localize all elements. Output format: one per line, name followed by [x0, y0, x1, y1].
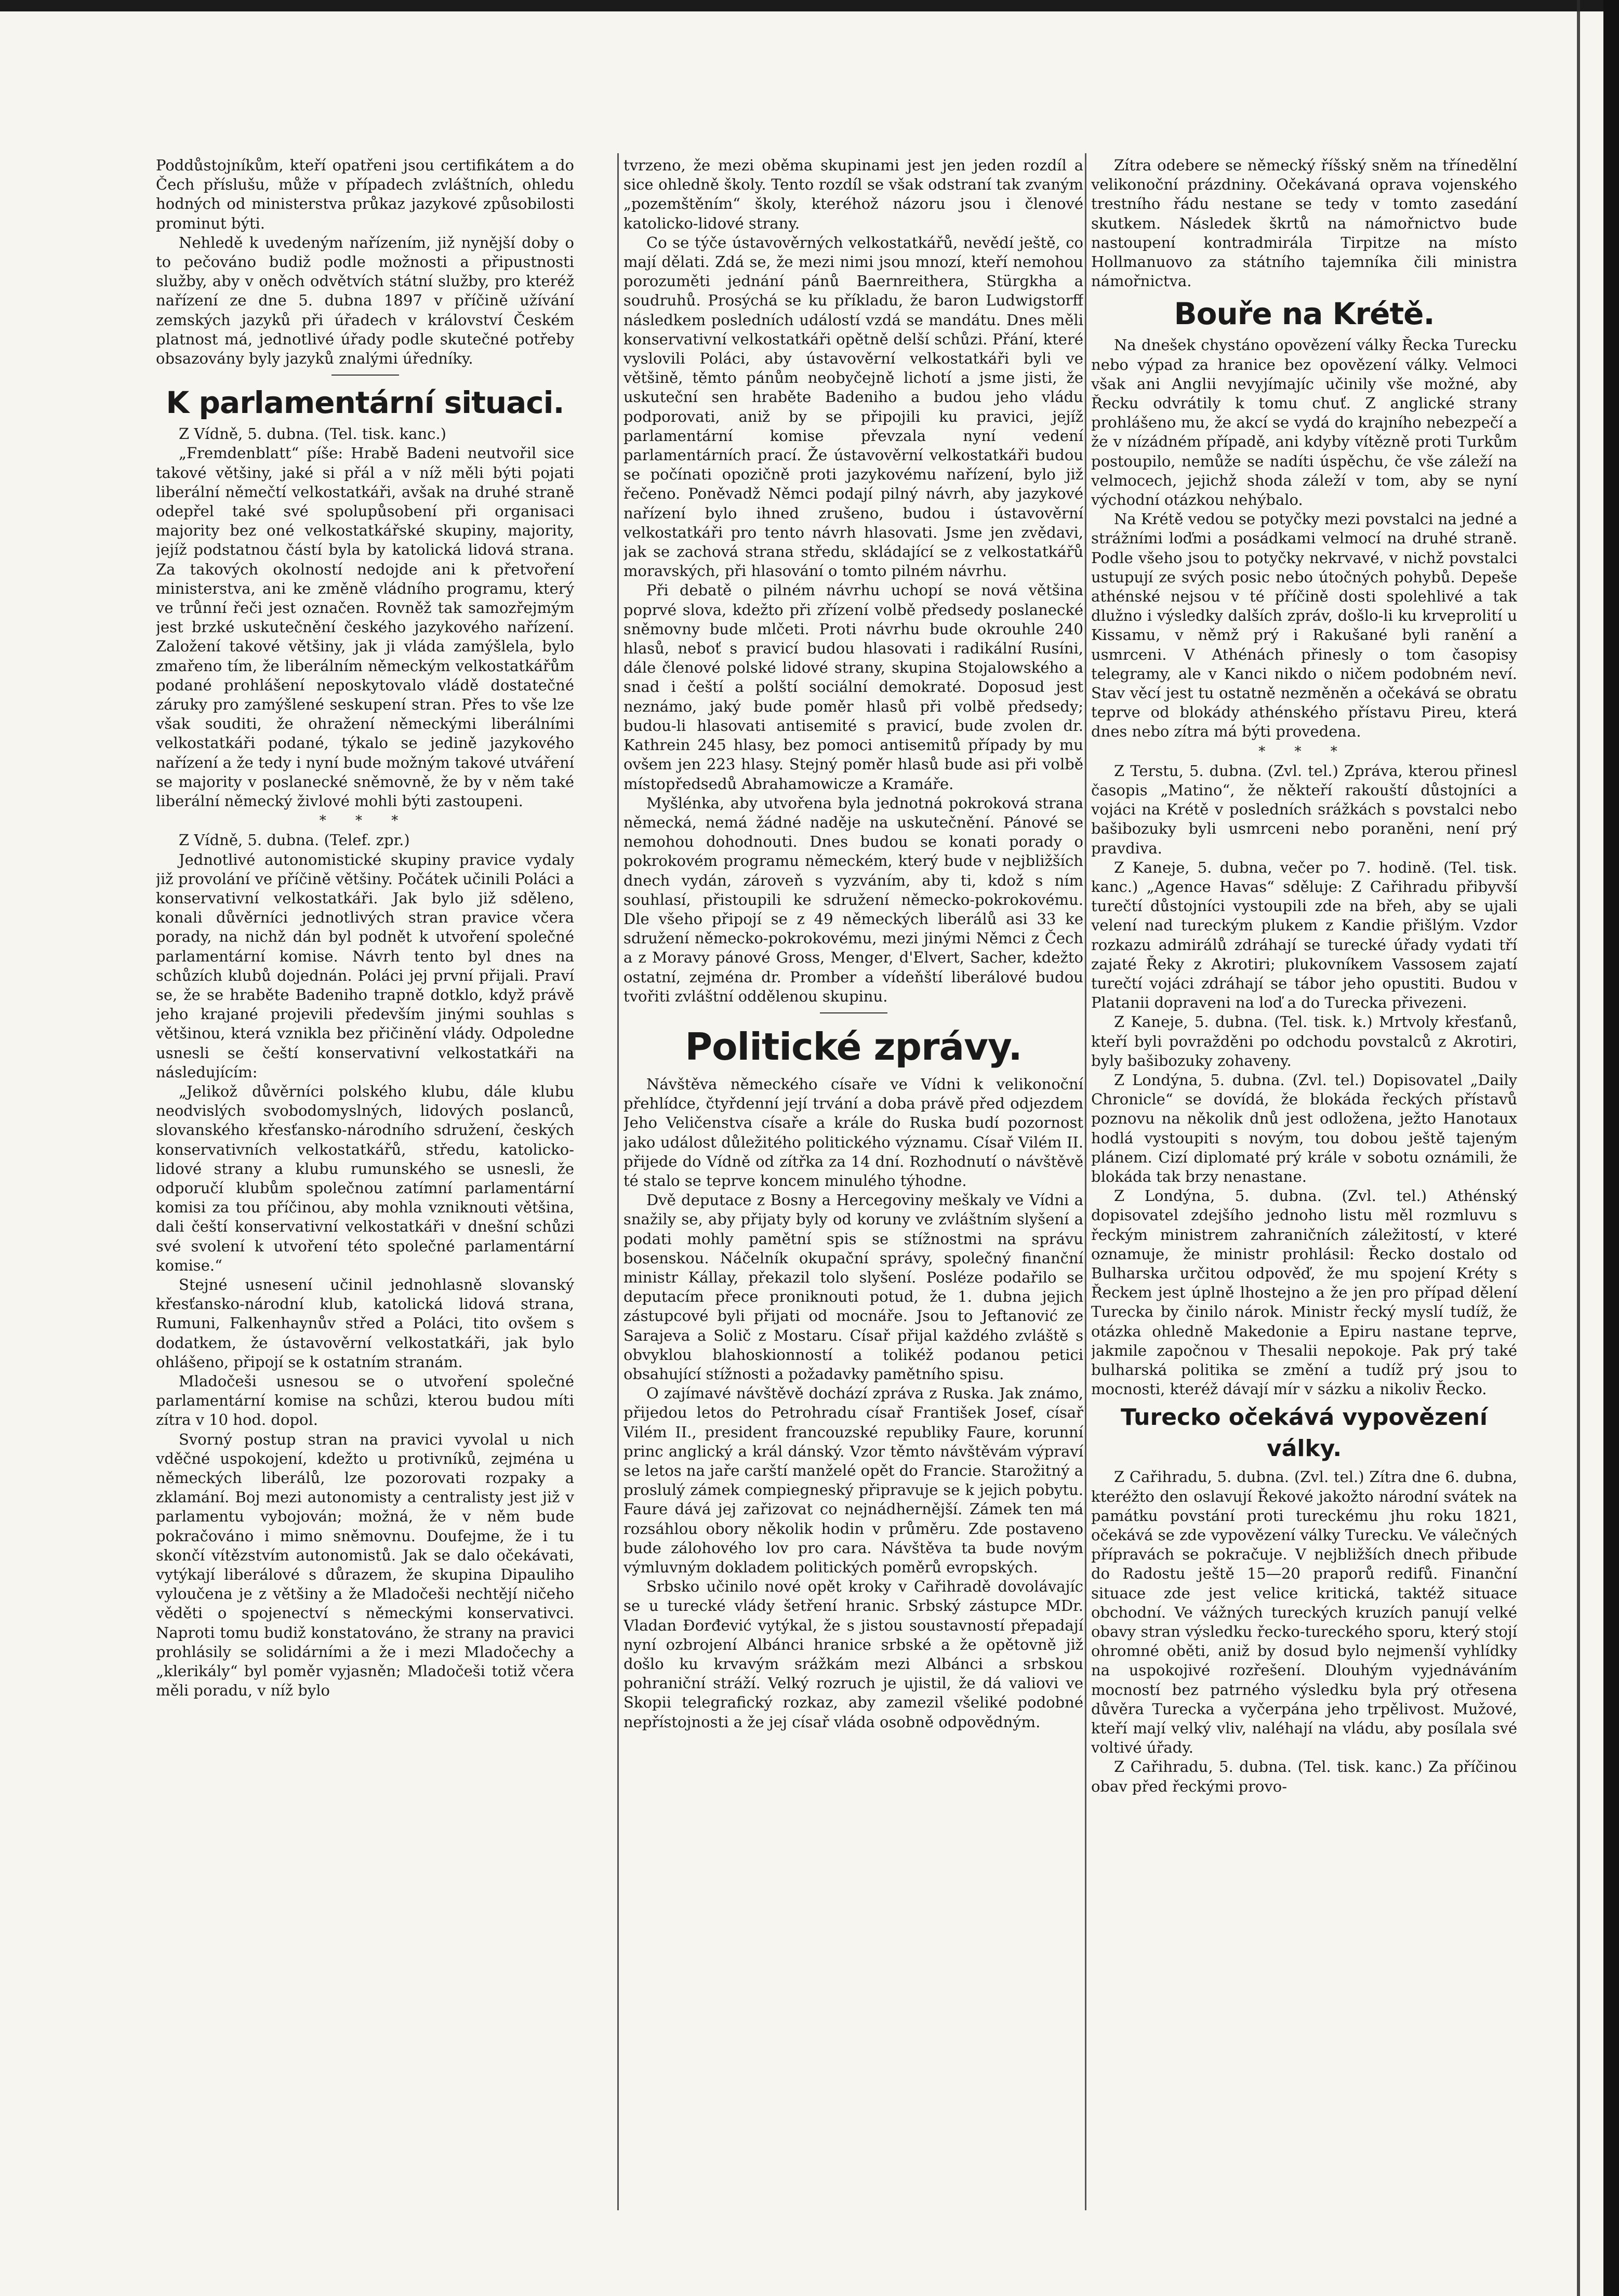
article-paragraph: Poddůstojníkům, kteří opatřeni jsou certifikátem a do Čech příslušu, může v případech zvláštních, ohledu hodných od ministerstva průkaz jazykové způsobilosti prominut býti. [156, 156, 574, 232]
article-paragraph: Při debatě o pilném návrhu uchopí se nová většina poprvé slova, kdežto při zřízení volbě předsedy poslanecké sněmovny bude mlčeti. Proti návrhu bude okrouhle 240 hlasů, neboť s pravicí budou hlasovati i radikální Rusíni, dále členové polské lidové strany, skupina Stojalowského a snad i čeští a polští sociální demokraté. Doposud jest neznámo, jaký bude poměr hlasů při volbě předsedy; budou-li hlasovati antisemité s pravicí, bude zvolen dr. Kathrein 245 hlasy, bez pomoci antisemitů případy by mu ovšem jen 223 hlasy. Stejný poměr hlasů bude asi při volbě místopředsedů Abrahamowicze a Kramáře. [623, 581, 1083, 793]
section-heading-parliament: K parlamentární situaci. [166, 385, 564, 421]
article-paragraph: „Jelikož důvěrníci polského klubu, dále klubu neodvislých svobodomyslných, lidových poslanců, slovanského křesťansko-národního sdružení, českých konservativních velkostatkářů, středu, katolicko-lidové strany a klubu rumunského se usnesli, že odporučí klubům společnou zatímní parlamentární komisi za tou příčinou, aby mohla vzniknouti většina, dali čeští konservativní velkostatkáři v dnešní schůzi své svolení k utvoření této společné parlamentární komise.“ [156, 1082, 574, 1274]
article-paragraph: Svorný postup stran na pravici vyvolal u nich vděčné uspokojení, kdežto u protivníků, zejména u německých liberálů, lze pozorovati rozpaky a zklamání. Boj mezi autonomisty a centralisty jest již v parlamentu vybojován; možná, že v něm bude pokračováno i mimo sněmovnu. Doufejme, že i tu skončí vítězstvím autonomistů. Jak se dalo očekávati, vytýkají liberálové s důrazem, že skupina Dipauliho vyloučena je z většiny a že Mladočeši nechtějí ničeho věděti o spojenectví s německými konservativci. Naproti tomu budiž konstatováno, že strany na pravici prohlásily se solidárními a že i mezi Mladočechy a „klerikály“ byl poměr vyjasněn; Mladočeši totiž včera měli poradu, v níž bylo [156, 1430, 574, 1700]
article-paragraph: Z Terstu, 5. dubna. (Zvl. tel.) Zpráva, kterou přinesl časopis „Matino“, že někteří rakouští důstojníci a vojáci na Krétě v posledních srážkách s povstalci nebo bašibozuky byli usmrceni nebo poraněni, není prý pravdiva. [1091, 762, 1517, 857]
column-rule-right [1085, 153, 1086, 2210]
article-paragraph: Jednotlivé autonomistické skupiny pravice vydaly již provolání ve příčině většiny. Počátek učinili Poláci a konservativní velkostatkáři. Jak bylo již sděleno, konali důvěrníci jednotlivých stran pravice včera porady, na nichž dán byl podnět k utvoření společné parlamentární komise. Návrh tento byl dnes na schůzích klubů dojednán. Poláci jej první přijali. Praví se, že se hraběte Badeniho trapně dotklo, když právě jeho krajané projevili především jinými souhlas s většinou, která vznikla bez přičinění vlády. Odpoledne usnesli se čeští konservativní velkostatkáři na následujícím: [156, 850, 574, 1081]
column-right [1091, 156, 1517, 2197]
dateline: Z Vídně, 5. dubna. (Telef. zpr.) [179, 831, 410, 849]
article-paragraph: O zajímavé návštěvě dochází zpráva z Ruska. Jak známo, přijedou letos do Petrohradu císař František Josef, císař Vilém II., president francouzské republiky Faure, korunní princ anglický a král dánský. Vzor těmto návštěvám výpraví se letos na jaře carští manželé opět do Francie. Starožitný a proslulý zámek compiegneský připravuje se k jejich pobytu. Faure dává jej zařizovat co nejnádhernější. Zámek ten má rozsáhlou obory několik hodin v průměru. Zde postaveno bude zálohového lov pro cara. Návštěva ta bude novým výmluvným dokladem politických poměrů evropských. [623, 1384, 1083, 1577]
column-left [156, 156, 574, 2197]
page-fold-line [1577, 0, 1580, 2296]
article-paragraph: Z Londýna, 5. dubna. (Zvl. tel.) Athénský dopisovatel zdejšího jednoho listu měl rozmluvu s řeckým ministrem zahraničních záležitostí, v které oznamuje, že ministr prohlásil: Řecko dostalo od Bulharska určitou odpověď, že mu spojení Kréty s Řeckem jest úplně lhostejno a že jen pro případ dělení Turecka by činilo nárok. Ministr řecký myslí tudíž, že otázka ohledně Makedonie a Epiru nastane teprve, jakmile započnou v Thesalii nepokoje. Pak prý také bulharská politika se změní a tudíž prý jsou to mocnosti, kteréž dávají mír v sázku a nikoliv Řecko. [1091, 1187, 1517, 1398]
article-paragraph: Mladočeši usnesou se o utvoření společné parlamentární komise na schůzi, kterou budou míti zítra v 10 hod. dopol. [156, 1372, 574, 1429]
article-paragraph: Co se týče ústavověrných velkostatkářů, nevědí ještě, co mají dělati. Zdá se, že mezi nimi jsou mnozí, kteří nemohou porozuměti jednání pánů Baernreithera, Stürgkha a soudruhů. Prosýchá se ku příkladu, že baron Ludwigstorff následkem posledních událostí vzdá se mandátu. Dnes měli konservativní velkostatkáři opětně delší schůzi. Přání, které vyslovili Poláci, aby ústavověrní velkostatkáři byli ve většině, těmto pánům neobyčejně lichotí a jsme jisti, že uskuteční sen hraběte Badeniho a budou jeho vládu podporovati, aniž by se připojili ku pravici, jejíž parlamentární komise převzala nyní vedení parlamentárních prací. Že ústavověrní velkostatkáři budou se počínati opozičně proti jazykovému nařízení, bylo již řečeno. Poněvadž Němci podají pilný návrh, aby jazykové nařízení bylo ihned zrušeno, budou i ústavověrní velkostatkáři pro tento návrh hlasovati. Jsme jen zvědavi, jak se zachová strana středu, skládající se z velkostatkářů moravských, při hlasování o tomto pilném návrhu. [623, 233, 1083, 580]
article-paragraph: Návštěva německého císaře ve Vídni k velikonoční přehlídce, čtyřdenní její trvání a doba právě před odjezdem Jeho Veličenstva císaře a krále do Ruska budí pozornost jako událost důležitého politického významu. Císař Vilém II. přijede do Vídně od zítřka za 14 dní. Rozhodnutí o návštěvě té stalo se teprve koncem minulého týhodne. [623, 1075, 1083, 1190]
article-paragraph: Na Krétě vedou se potyčky mezi povstalci na jedné a strážními loďmi a posádkami velmocí na druhé straně. Podle všeho jsou to potyčky nekrvavé, v nichž povstalci ustupují ze svých posic nebo útočných pohybů. Depeše athénské nejsou v té příčině dosti spolehlivé a tak dlužno i výsledky dalších zpráv, došlo-li ku krveprolití u Kissamu, v němž prý i Rakušané byli ranění a usmrceni. V Athénách přinesly o tom časopisy telegramy, ale v Kanci nikdo o ničem podobném neví. Stav věcí jest tu ostatně nezměněn a očekává se obratu teprve od blokády athénského přístavu Pireu, která dnes nebo zítra má býti provedena. [1091, 510, 1517, 741]
section-heading-crete: Bouře na Krétě. [1174, 296, 1435, 332]
article-paragraph: Nehledě k uvedeným nařízením, již nynější doby o to pečováno budiž podle možnosti a připustnosti služby, aby v oněch odvětvích státní služby, pro kteréž nařízení ze dne 5. dubna 1897 v příčině užívání zemských jazyků při úřadech v království Českém platnost má, jednotlivé úřady podle skutečné potřeby obsazovány byly jazyků znalými úředníky. [156, 233, 574, 368]
column-rule-left [617, 153, 619, 2210]
column-middle [623, 156, 1083, 2197]
article-paragraph: Myšlénka, aby utvořena byla jednotná pokroková strana německá, nemá žádné naděje na uskutečnění. Pánové se nemohou dohodnouti. Dnes budou se konati porady o pokrokovém programu německém, který bude v nejbližších dnech vydán, zároveň s vyzváním, aby ti, kdož s ním souhlasí, přistoupili ke sdružení německo-pokrokovému. Dle všeho připojí se z 49 německých liberálů asi 33 ke sdružení německo-pokrokovému, mezi jinými Němci z Čech a z Moravy pánové Gross, Menger, d'Elvert, Sacher, kdežto ostatní, zejména dr. Promber a vídeňští liberálové budou tvořiti zvláštní oddělenou skupinu. [623, 794, 1083, 1005]
article-paragraph: Z Kaneje, 5. dubna, večer po 7. hodině. (Tel. tisk. kanc.) „Agence Havas“ sděluje: Z Cařihradu přibyvší turečtí důstojníci vystoupili zde na břeh, aby se ujali velení nad tureckým plukem z Kandie přišlým. Vzdor rozkazu admirálů zdráhají se turecké úřady vydati tří zajaté Řeky z Akrotiri; plukovníkem Vassosem zajatí turečtí vojáci zdráhají se tábor jeho opustiti. Budou v Platanii dopraveni na loď a do Turecka přivezeni. [1091, 858, 1517, 1012]
article-paragraph: Stejné usnesení učinil jednohlasně slovanský křesťansko-národní klub, katolická lidová strana, Rumuni, Falkenhaynův střed a Poláci, tito ovšem s dodatkem, že ústavověrní velkostatkáři, jak bylo ohlášeno, připojí se k ostatním stranám. [156, 1275, 574, 1371]
asterisk-separator: * * * [1258, 743, 1350, 759]
article-paragraph: Srbsko učinilo nové opět kroky v Cařihradě dovolávajíc se u turecké vlády šetření hranic. Srbský zástupce MDr. Vladan Đorđević vytýkal, že s jistou soustavností přepadají nyní ozbrojení Albánci hranice srbské a že opětovně již došlo ku krvavým srážkám mezi Albánci a srbskou pohraniční stráží. Velký rozruch je ujistil, že dá valiovi ve Skopii telegrafický rozkaz, aby zamezil všeliké podobné nepřístojnosti a že jej císař vláda osobně odpovědným. [623, 1578, 1083, 1731]
article-paragraph: Z Cařihradu, 5. dubna. (Tel. tisk. kanc.) Za příčinou obav před řeckými provo- [1091, 1758, 1517, 1795]
dateline: Z Vídně, 5. dubna. (Tel. tisk. kanc.) [179, 425, 446, 443]
article-paragraph: „Fremdenblatt“ píše: Hrabě Badeni neutvořil sice takové většiny, jaké si přál a v níž měli býti pojati liberální němečtí velkostatkáři, avšak na druhé straně odepřel také své spolupůsobení při organisaci majority bez oné velkostatkářské skupiny, majority, jejíž podstatnou částí byla by katolická lidová strana. Za takových okolností nedojde ani k přetvoření ministerstva, ani ke změně vládního programu, který ve trůnní řeči jest označen. Rovněž tak samozřejmým jest brzké uskutečnění českého jazykového nařízení. Založení takové většiny, jak ji vláda zamýšlela, bylo zmařeno tím, že liberálním německým velkostatkářům podané prohlášení neposkytovalo vládě dostatečné záruky pro zamýšlené seskupení stran. Přes to vše lze však souditi, že ohražení německými liberálními velkostatkáři podané, týkalo se jedině jazykového nařízení a že tedy i nyní bude možným takové utváření se majority v poslanecké sněmovně, že by v něm také liberální německý živlové mohli býti zastoupeni. [156, 444, 574, 810]
article-paragraph: tvrzeno, že mezi oběma skupinami jest jen jeden rozdíl a sice ohledně školy. Tento rozdíl se však odstraní tak zvaným „pozemštěním“ školy, kteréhož názoru jsou i členové katolicko-lidové strany. [623, 156, 1083, 232]
asterisk-separator: * * * [319, 813, 411, 829]
article-paragraph: Z Londýna, 5. dubna. (Zvl. tel.) Dopisovatel „Daily Chronicle“ se dovídá, že blokáda řeckých přístavů poznovu na několik dnů jest odložena, ježto Hanotaux hodlá vystoupiti s novým, tou dobou ještě tajeným plánem. Cizí diplomaté prý krále v sobotu oznámili, že blokáda tak brzy nenastane. [1091, 1071, 1517, 1185]
article-paragraph: Dvě deputace z Bosny a Hercegoviny meškaly ve Vídni a snažily se, aby přijaty byly od koruny ve zvláštním slyšení a podati mohly pamětní spis se stížnostmi na správu bosenskou. Náčelník okupační správy, společný finanční ministr Kállay, překazil tolo slyšení. Posléze podařilo se deputacím přece proniknouti potud, že 1. dubna jejich zástupcové byli přijati od mocnáře. Jsou to Jeftanović ze Sarajeva a Solič z Mostaru. Císař přijal každého zvláště s obvyklou blahoskionností a tolikéž podanou petici obsahující stížnosti a požadavky pamětního spisu. [623, 1191, 1083, 1383]
section-heading-political-news: Politické zprávy. [685, 1024, 1022, 1069]
page-right-edge [1603, 0, 1619, 2296]
article-paragraph: Z Cařihradu, 5. dubna. (Zvl. tel.) Zítra dne 6. dubna, kteréžto den oslavují Řekové jakožto národní svátek na památku povstání proti tureckému jhu roku 1821, očekává se zde vypovězení války Turecku. Ve válečných přípravách se pokračuje. V nejbližších dnech přibude do Radostu ještě 15—20 praporů redifů. Finanční situace zde jest velice kritická, taktéž situace obchodní. Ve vážných tureckých kruzích panují velké obavy stran výsledku řecko-tureckého sporu, který stojí ohromné oběti, aniž by dosud bylo nejmenší vyhlídky na uspokojivé rozřešení. Dlouhým vyjednáváním mocností bez patrného výsledku byla prý otřesena důvěra Turecka a vyčerpána jeho trpělivost. Mužové, kteří mají velký vliv, naléhají na vládu, aby posílala své voltivé úřady. [1091, 1468, 1517, 1757]
article-paragraph: Zítra odebere se německý říšský sněm na třínedělní velikonoční prázdniny. Očekávaná oprava vojenského trestního řádu nestane se tedy v tomto zasedání skutkem. Následek škrtů na námořnictvo bude nastoupení kontradmirála Tirpitze na místo Hollmanuovo za státního tajemníka čili ministra námořnictva. [1091, 156, 1517, 290]
page-top-edge [0, 0, 1619, 11]
divider [331, 375, 399, 376]
article-paragraph: Na dnešek chystáno opovězení války Řecka Turecku nebo výpad za hranice bez opovězení války. Velmoci však ani Anglii nevyjímajíc učinily vše možné, aby Řecku odvrátily k tomu chuť. Z anglické strany prohlášeno mu, že akcí se vydá do krajního nebezpečí a že v nízádném případě, ani kdyby vítězně proti Turkům postoupilo, nemůže se nadíti úspěchu, če vše záleží na velmocech, jejichž shoda záleží v tom, aby se nyní východní otázkou nehýbalo. [1091, 336, 1517, 509]
section-subheading-turkey: Turecko očekává vypovězení války. [1120, 1404, 1488, 1462]
divider [820, 1012, 887, 1013]
article-paragraph: Z Kaneje, 5. dubna. (Tel. tisk. k.) Mrtvoly křesťanů, kteří byli povražděni po odchodu povstalců z Akrotiri, byly bašibozuky zohaveny. [1091, 1013, 1517, 1070]
